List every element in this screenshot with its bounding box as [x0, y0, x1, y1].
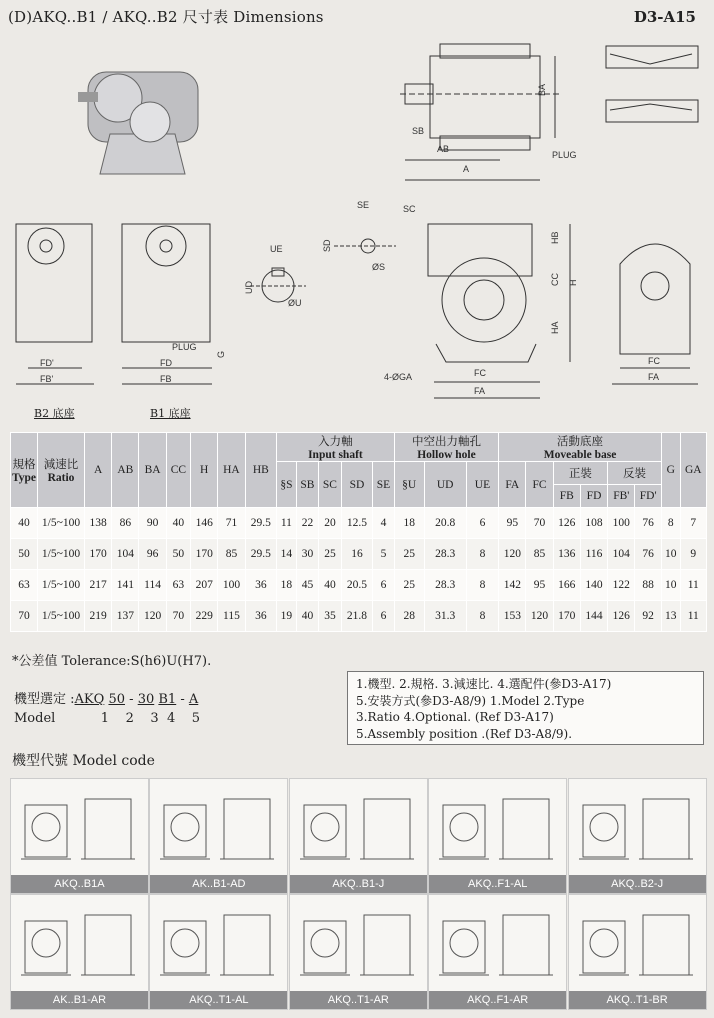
- model-code-item: [10, 894, 149, 1010]
- model-notes: 1.機型. 2.規格. 3.減速比. 4.選配件(參D3-A17) 5.安裝方式(參D3-A8/9) 1.Model 2.Type 3.Ratio 4.Optional. (Ref D3-A17) 5.Assembly position .(Ref D3-A8/9).: [347, 671, 704, 745]
- dimension-drawings: [0, 24, 714, 424]
- dim-label: FC: [648, 356, 660, 366]
- model-selection: 機型選定 :AKQ 50 - 30 B1 - A Model 1 2 3 4 5: [14, 692, 201, 726]
- table-row: 50 1/5~100 170 104 96 50 170 85 29.5 14 30 25 16 5 25 28.3 8 120 85 136 116 104 76 10 9: [11, 539, 707, 570]
- table-row: 70 1/5~100 219 137 120 70 229 115 36 19 40 35 21.8 6 28 31.3 8 153 120 170 144 126 92 13 11: [11, 601, 707, 632]
- dimension-table: 規格 Type 減速比 Ratio A AB BA CC H HA HB 入力軸 Input shaft 中空出力軸孔 Hollow hole 活動底座 Moveable base G GA §S SB SC SD SE §U UD UE FA FC 正裝 反裝 FB FD FB' FD' 40 1/5~100 138 86 90 40 146 71 29.5 11 22 20 12.5 4 18 20.8 6 95 70 126 108 100 76 8 7 50 1/5~100 170 104 96 50 170 85 29.5 14 30 25 16 5 25 28.3 8 120 85 136 116 104 76 10 9 63 1/5~100 217 141 114 63 207 100 36 18 45 40 20.5 6 25 28.3 8 142 95 166 140 122 88 10 11 70 1/5~100 219 137 120 70 229 115 36 19 40 35 21.8 6 28 31.3 8 153 120 170 144 126 92 13 11: [10, 432, 707, 632]
- dim-label: ØS: [372, 262, 386, 272]
- gearbox-sketch: [433, 899, 563, 989]
- dim-label: FD': [40, 358, 54, 368]
- dim-label: BA: [537, 83, 547, 96]
- dim-label: FB: [160, 374, 172, 384]
- page-code: D3-A15: [633, 8, 696, 26]
- gearbox-sketch: [573, 899, 703, 989]
- model-code-grid: [10, 778, 707, 1010]
- page-title: (D)AKQ..B1 / AKQ..B2 尺寸表 Dimensions: [8, 8, 324, 26]
- gearbox-sketch: [294, 783, 424, 873]
- model-code-label: AKQ..B1A: [11, 875, 148, 893]
- model-code-item: [289, 894, 428, 1010]
- gearbox-sketch: [154, 899, 284, 989]
- dim-label: FC: [474, 368, 486, 378]
- dim-label: FA: [648, 372, 660, 382]
- model-code-item: [149, 894, 288, 1010]
- model-code-label: AKQ..F1-AR: [429, 991, 566, 1009]
- dim-label: 4-ØGA: [384, 372, 413, 382]
- dim-label: FB': [40, 374, 54, 384]
- table-row: 63 1/5~100 217 141 114 63 207 100 36 18 45 40 20.5 6 25 28.3 8 142 95 166 140 122 88 10 11: [11, 570, 707, 601]
- tolerance-note: *公差值 Tolerance:S(h6)U(H7).: [12, 654, 212, 669]
- dim-label: SD: [322, 239, 332, 252]
- dim-label: SB: [412, 126, 425, 136]
- model-code-label: AKQ..F1-AL: [429, 875, 566, 893]
- model-code-label: AK..B1-AR: [11, 991, 148, 1009]
- dim-label: HB: [550, 231, 560, 244]
- model-code-label: AKQ..B1-J: [290, 875, 427, 893]
- model-code-label: AKQ..T1-AR: [290, 991, 427, 1009]
- model-code-item: [149, 778, 288, 894]
- b2-base-caption: B2 底座: [34, 407, 75, 420]
- dim-label: G: [216, 350, 226, 358]
- model-code-item: [428, 778, 567, 894]
- dim-label: HA: [550, 321, 560, 334]
- table-row: 40 1/5~100 138 86 90 40 146 71 29.5 11 22 20 12.5 4 18 20.8 6 95 70 126 108 100 76 8 7: [11, 508, 707, 539]
- model-code-item: [428, 894, 567, 1010]
- model-code-item: [289, 778, 428, 894]
- model-code-title: 機型代號 Model code: [12, 753, 155, 769]
- dim-label: PLUG: [552, 150, 577, 160]
- gearbox-sketch: [15, 899, 145, 989]
- dim-label: H: [568, 279, 578, 286]
- dim-label: AB: [437, 144, 450, 154]
- model-code-label: AKQ..T1-AL: [150, 991, 287, 1009]
- b1-base-caption: B1 底座: [150, 407, 191, 420]
- dim-label: A: [463, 164, 470, 174]
- dim-label: FA: [474, 386, 486, 396]
- dim-label: SE: [357, 200, 370, 210]
- gearbox-sketch: [294, 899, 424, 989]
- gearbox-sketch: [573, 783, 703, 873]
- gearbox-sketch: [15, 783, 145, 873]
- model-code-item: [568, 778, 707, 894]
- model-code-label: AKQ..B2-J: [569, 875, 706, 893]
- gearbox-photo: [78, 72, 198, 174]
- dim-label: PLUG: [172, 342, 197, 352]
- dim-label: UE: [270, 244, 283, 254]
- dim-label: FD: [160, 358, 172, 368]
- dim-label: ØU: [288, 298, 302, 308]
- model-code-item: [568, 894, 707, 1010]
- gearbox-sketch: [433, 783, 563, 873]
- dim-label: UD: [244, 281, 254, 294]
- model-code-item: [10, 778, 149, 894]
- dim-label: SC: [403, 204, 416, 214]
- model-code-label: AKQ..T1-BR: [569, 991, 706, 1009]
- dim-label: CC: [550, 273, 560, 286]
- model-code-label: AK..B1-AD: [150, 875, 287, 893]
- gearbox-sketch: [154, 783, 284, 873]
